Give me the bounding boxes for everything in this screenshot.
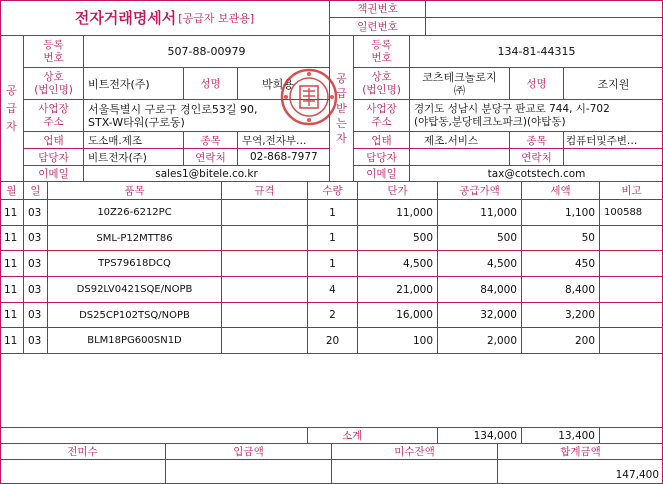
- col-tax-header: 세액: [522, 182, 600, 200]
- items-empty-area: [0, 354, 663, 428]
- cell-unit-price: 11,000: [358, 200, 438, 226]
- cell-spec: [222, 251, 308, 277]
- cell-item: DS92LV0421SQE/NOPB: [48, 277, 222, 303]
- col-qty-header: 수량: [308, 182, 358, 200]
- title-text: 전자거래명세서: [74, 9, 177, 27]
- cell-day: 03: [24, 328, 48, 354]
- supplier-reg-label: 등록 번호: [24, 36, 84, 68]
- subtotal-note: [600, 428, 663, 444]
- cell-day: 03: [24, 251, 48, 277]
- paid-label: 입금액: [166, 444, 332, 460]
- cell-tax: 8,400: [522, 277, 600, 303]
- grand-total-value: 147,400: [615, 469, 659, 481]
- cell-day: 03: [24, 303, 48, 328]
- subtotal-left-blank: [0, 428, 308, 444]
- cell-unit-price: 4,500: [358, 251, 438, 277]
- prev-balance-label: 전미수: [0, 444, 166, 460]
- cell-spec: [222, 226, 308, 251]
- receiver-name-label: 상호 (법인명): [354, 68, 410, 100]
- receiver-name: 코츠테크놀로지 ㈜: [410, 68, 510, 100]
- cell-item: SML-P12MTT86: [48, 226, 222, 251]
- subtitle-text: [공급자 보관용]: [178, 11, 255, 25]
- receiver-manager: [410, 149, 510, 166]
- col-item-header: 품목: [48, 182, 222, 200]
- supplier-biztype-label: 업태: [24, 132, 84, 149]
- cell-tax: 1,100: [522, 200, 600, 226]
- cell-note: [600, 328, 663, 354]
- receiver-rep: 조지원: [564, 68, 663, 100]
- receiver-item: 컴퓨터및주변…: [564, 132, 663, 149]
- cell-tax: 450: [522, 251, 600, 277]
- receiver-manager-label: 담당자: [354, 149, 410, 166]
- col-supply-header: 공급가액: [438, 182, 522, 200]
- cell-qty: 2: [308, 303, 358, 328]
- cell-qty: 1: [308, 200, 358, 226]
- cell-tax: 50: [522, 226, 600, 251]
- cell-day: 03: [24, 277, 48, 303]
- cell-supply: 84,000: [438, 277, 522, 303]
- supplier-rep-label: 성명: [184, 68, 238, 100]
- cell-unit-price: 100: [358, 328, 438, 354]
- cell-qty: 1: [308, 226, 358, 251]
- subtotal-tax: 13,400: [522, 428, 600, 444]
- subtotal-supply: 134,000: [438, 428, 522, 444]
- cell-unit-price: 500: [358, 226, 438, 251]
- cell-spec: [222, 303, 308, 328]
- col-unit-price-header: 단가: [358, 182, 438, 200]
- supplier-addr: 서울특별시 구로구 경인로53길 90, STX-W타워(구로동): [84, 100, 330, 132]
- cell-item: 10Z26-6212PC: [48, 200, 222, 226]
- cell-item: TPS79618DCQ: [48, 251, 222, 277]
- supplier-item-label: 종목: [184, 132, 238, 149]
- unpaid-value: [332, 460, 498, 484]
- supplier-manager-label: 담당자: [24, 149, 84, 166]
- serial-no-value: [426, 18, 663, 36]
- receiver-addr-label: 사업장 주소: [354, 100, 410, 132]
- cell-day: 03: [24, 200, 48, 226]
- cell-month: 11: [0, 303, 24, 328]
- supplier-contact-label: 연락처: [184, 149, 238, 166]
- supplier-item: 무역,전자부…: [238, 132, 330, 149]
- supplier-reg-no: 507-88-00979: [84, 36, 330, 68]
- receiver-biztype-label: 업태: [354, 132, 410, 149]
- supplier-manager: 비트전자(주): [84, 149, 184, 166]
- cell-supply: 32,000: [438, 303, 522, 328]
- cell-qty: 1: [308, 251, 358, 277]
- receiver-email-label: 이메일: [354, 166, 410, 182]
- cell-supply: 11,000: [438, 200, 522, 226]
- cell-note: [600, 277, 663, 303]
- grand-total-label: 합계금액: [498, 444, 663, 460]
- cell-month: 11: [0, 277, 24, 303]
- receiver-rep-label: 성명: [510, 68, 564, 100]
- cell-supply: 2,000: [438, 328, 522, 354]
- receiver-reg-label: 등록 번호: [354, 36, 410, 68]
- cell-month: 11: [0, 328, 24, 354]
- cell-note: [600, 303, 663, 328]
- supplier-email-label: 이메일: [24, 166, 84, 182]
- cell-month: 11: [0, 226, 24, 251]
- receiver-email: tax@cotstech.com: [410, 166, 663, 182]
- book-no-label: 책권번호: [330, 0, 426, 18]
- cell-tax: 3,200: [522, 303, 600, 328]
- supplier-rep: 박희용: [238, 68, 330, 100]
- cell-note: [600, 251, 663, 277]
- receiver-reg-no: 134-81-44315: [410, 36, 663, 68]
- supplier-name-label: 상호 (법인명): [24, 68, 84, 100]
- receiver-side-label: 공 급 받 는 자: [330, 36, 354, 182]
- cell-qty: 4: [308, 277, 358, 303]
- cell-spec: [222, 328, 308, 354]
- receiver-item-label: 종목: [510, 132, 564, 149]
- supplier-email: sales1@bitele.co.kr: [84, 166, 330, 182]
- receiver-biztype: 제조.서비스: [410, 132, 510, 149]
- receiver-contact: [564, 149, 663, 166]
- supplier-biztype: 도소매.제조: [84, 132, 184, 149]
- document-title: [0, 0, 330, 36]
- col-spec-header: 규격: [222, 182, 308, 200]
- serial-no-label: 일련번호: [330, 18, 426, 36]
- cell-supply: 4,500: [438, 251, 522, 277]
- cell-month: 11: [0, 200, 24, 226]
- cell-note: [600, 226, 663, 251]
- cell-supply: 500: [438, 226, 522, 251]
- cell-tax: 200: [522, 328, 600, 354]
- cell-day: 03: [24, 226, 48, 251]
- prev-balance-value: [0, 460, 166, 484]
- book-no-value: [426, 0, 663, 18]
- cell-unit-price: 21,000: [358, 277, 438, 303]
- unpaid-label: 미수잔액: [332, 444, 498, 460]
- supplier-addr-label: 사업장 주소: [24, 100, 84, 132]
- cell-item: DS25CP102TSQ/NOPB: [48, 303, 222, 328]
- supplier-side-label: 공 급 자: [0, 36, 24, 182]
- cell-spec: [222, 200, 308, 226]
- cell-spec: [222, 277, 308, 303]
- cell-unit-price: 16,000: [358, 303, 438, 328]
- receiver-addr: 경기도 성남시 분당구 판교로 744, 시-702 (야탑동,분당테크노파크)(야탑동): [410, 100, 663, 132]
- cell-qty: 20: [308, 328, 358, 354]
- subtotal-label: 소계: [308, 428, 438, 444]
- cell-item: BLM18PG600SN1D: [48, 328, 222, 354]
- col-note-header: 비고: [600, 182, 663, 200]
- cell-note: 100588: [600, 200, 663, 226]
- cell-month: 11: [0, 251, 24, 277]
- supplier-name: 비트전자(주): [84, 68, 184, 100]
- receiver-contact-label: 연락처: [510, 149, 564, 166]
- col-month-header: 월: [0, 182, 24, 200]
- supplier-contact: 02-868-7977: [238, 149, 330, 166]
- col-day-header: 일: [24, 182, 48, 200]
- paid-value: [166, 460, 332, 484]
